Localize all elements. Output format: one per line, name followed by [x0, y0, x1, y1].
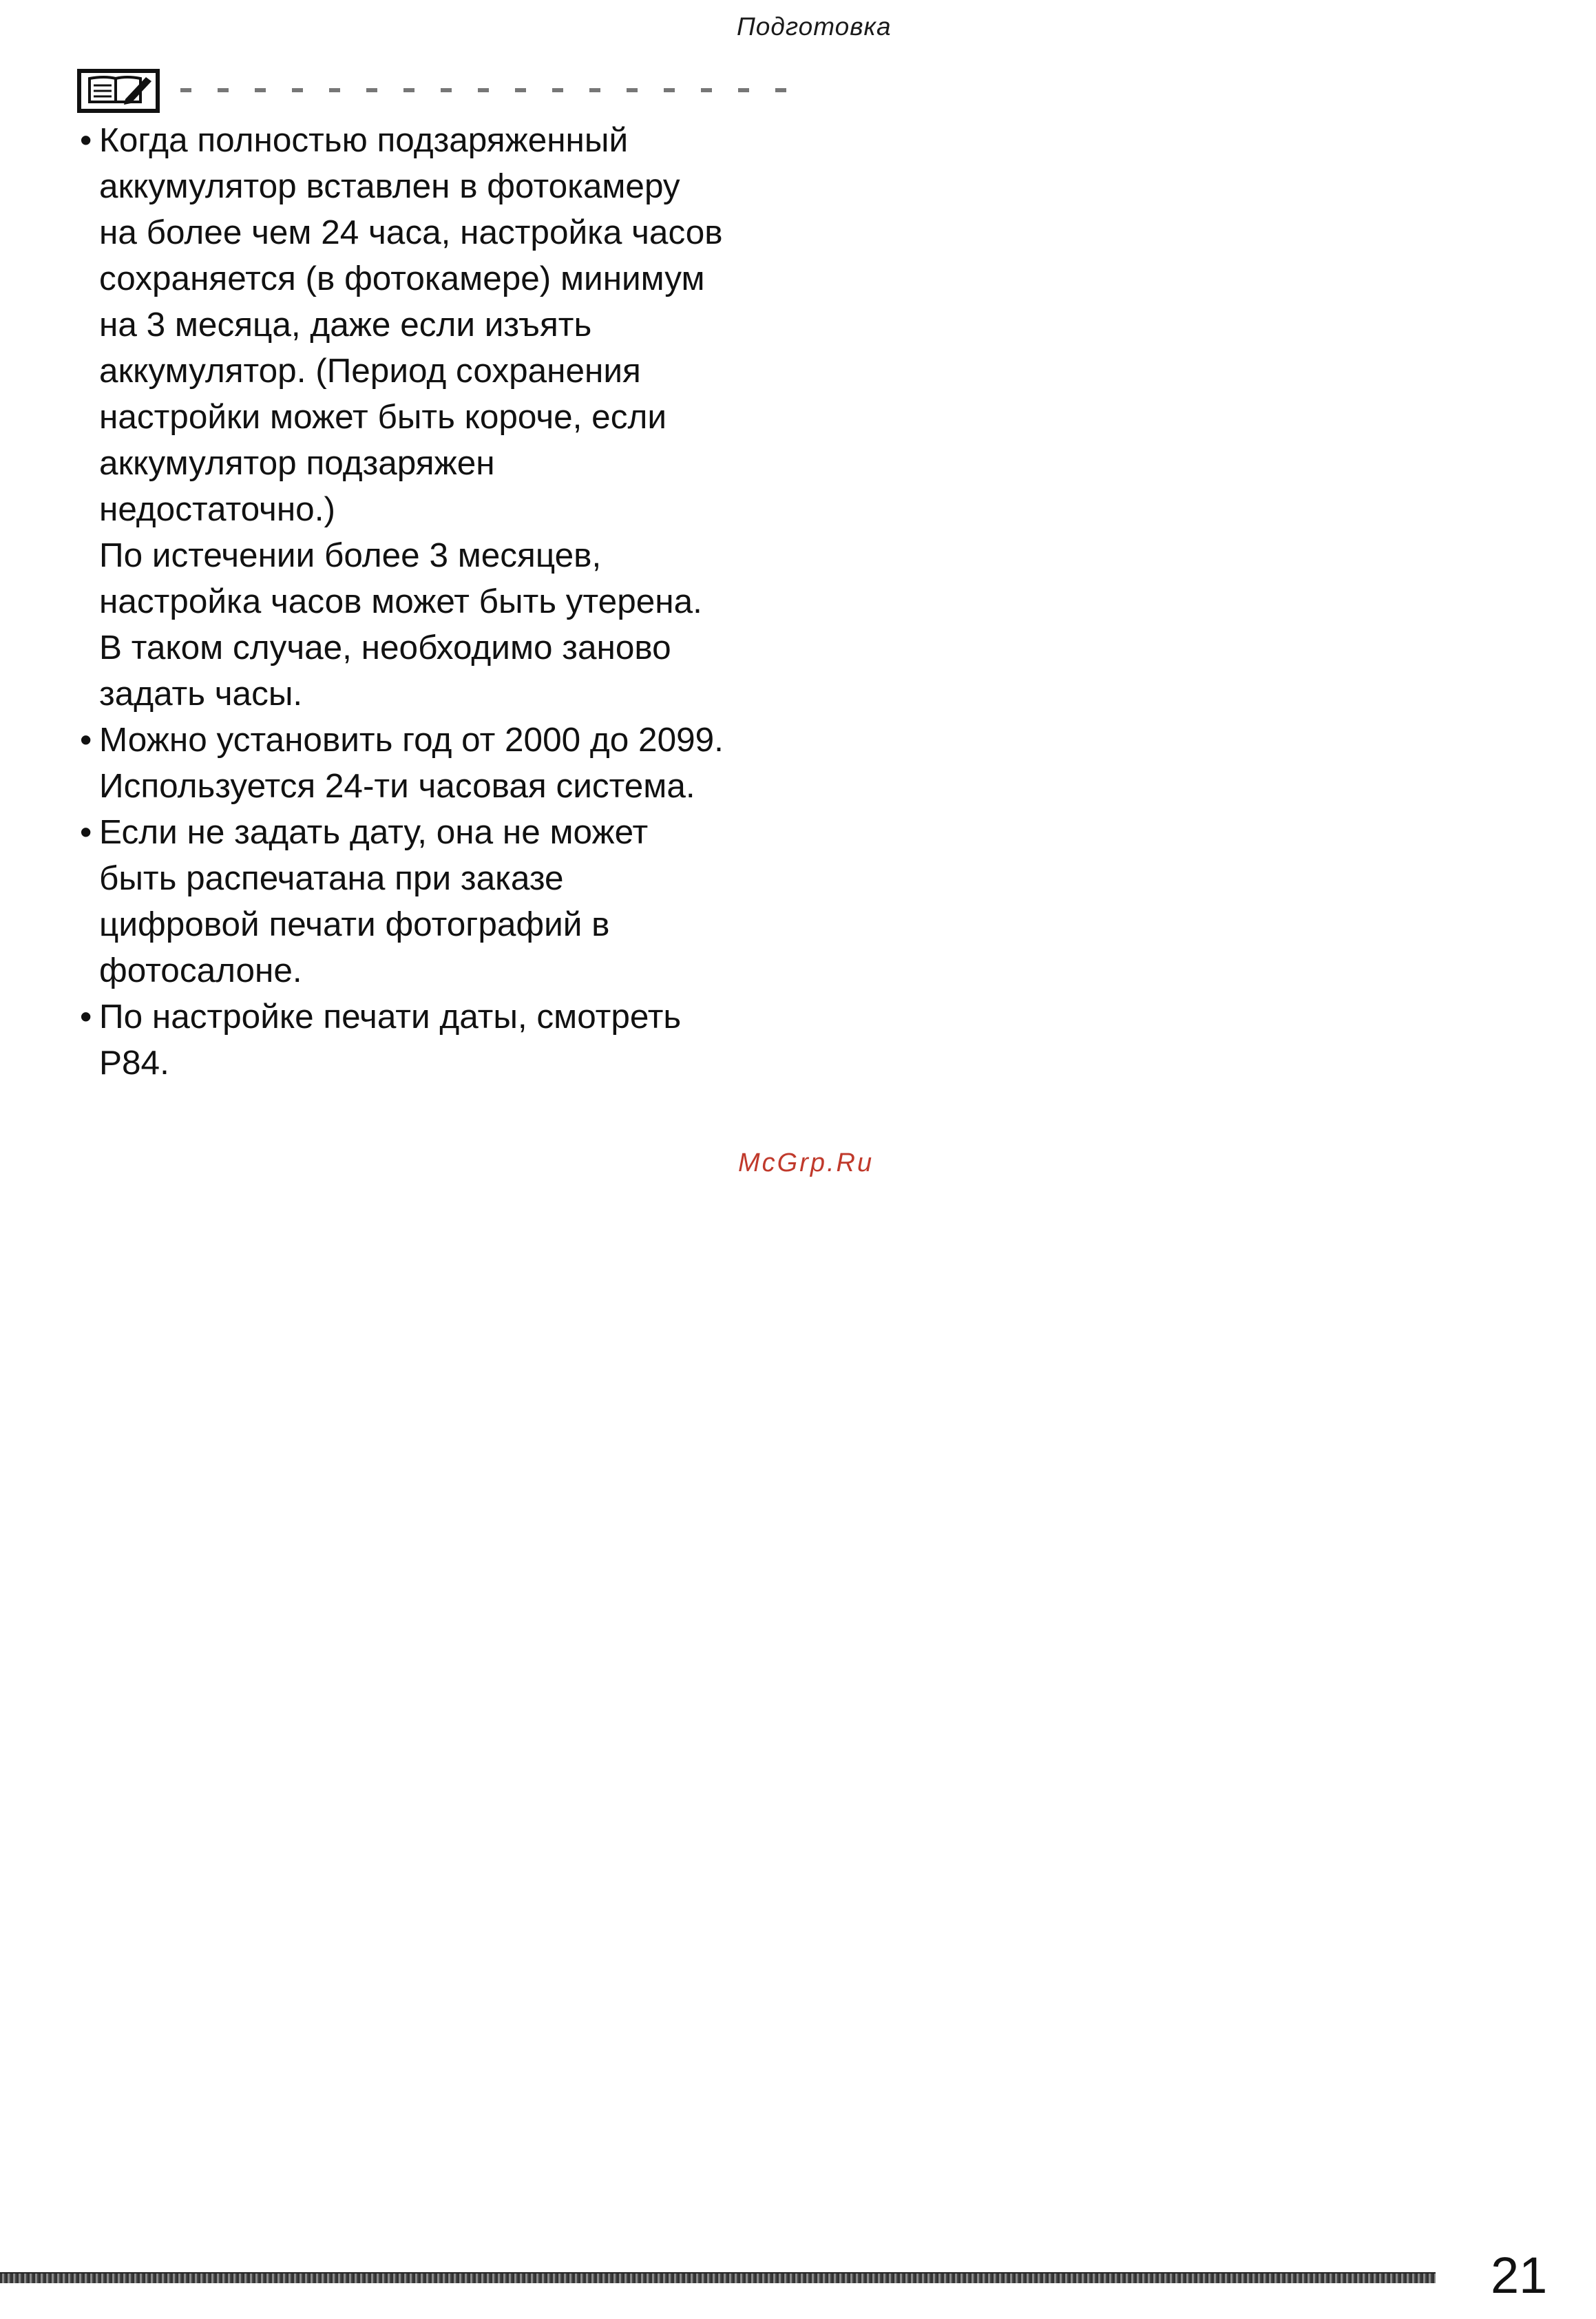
note-header	[77, 69, 793, 113]
bullet-icon: •	[80, 121, 92, 159]
note-divider	[180, 88, 800, 92]
note-item	[77, 809, 807, 994]
section-title: Подготовка	[737, 12, 892, 41]
note-text: По настройке печати даты, смотреть P84.	[99, 998, 682, 1082]
note-text: Если не задать дату, она не может быть распечатана при заказе цифровой печати фотографий в фотосалоне.	[99, 813, 649, 989]
note-item	[77, 717, 807, 809]
note-text: Когда полностью подзаряженный аккумулятор вставлен в фотокамеру на более чем 24 часа, настройка часов сохраняется (в фотокамере) минимум на 3 месяца, даже если изъять аккумулятор. (Период сохранения настройки может быть короче, если аккумулятор подзаряжен недостаточно.) По истечении более 3 месяцев, настройка часов может быть утерена. В таком случае, необходимо заново задать часы.	[99, 121, 723, 713]
page-number: 21	[1491, 2247, 1548, 2304]
note-book-pencil-icon	[77, 69, 160, 113]
note-item	[77, 994, 807, 1086]
watermark: McGrp.Ru	[738, 1148, 874, 1177]
notes-list	[77, 117, 807, 1086]
bullet-icon: •	[80, 813, 92, 851]
bullet-icon: •	[80, 998, 92, 1036]
note-text: Можно установить год от 2000 до 2099. Используется 24-ти часовая система.	[99, 721, 724, 805]
note-item	[77, 117, 807, 717]
bullet-icon: •	[80, 721, 92, 759]
footer-bar	[0, 2272, 1436, 2283]
